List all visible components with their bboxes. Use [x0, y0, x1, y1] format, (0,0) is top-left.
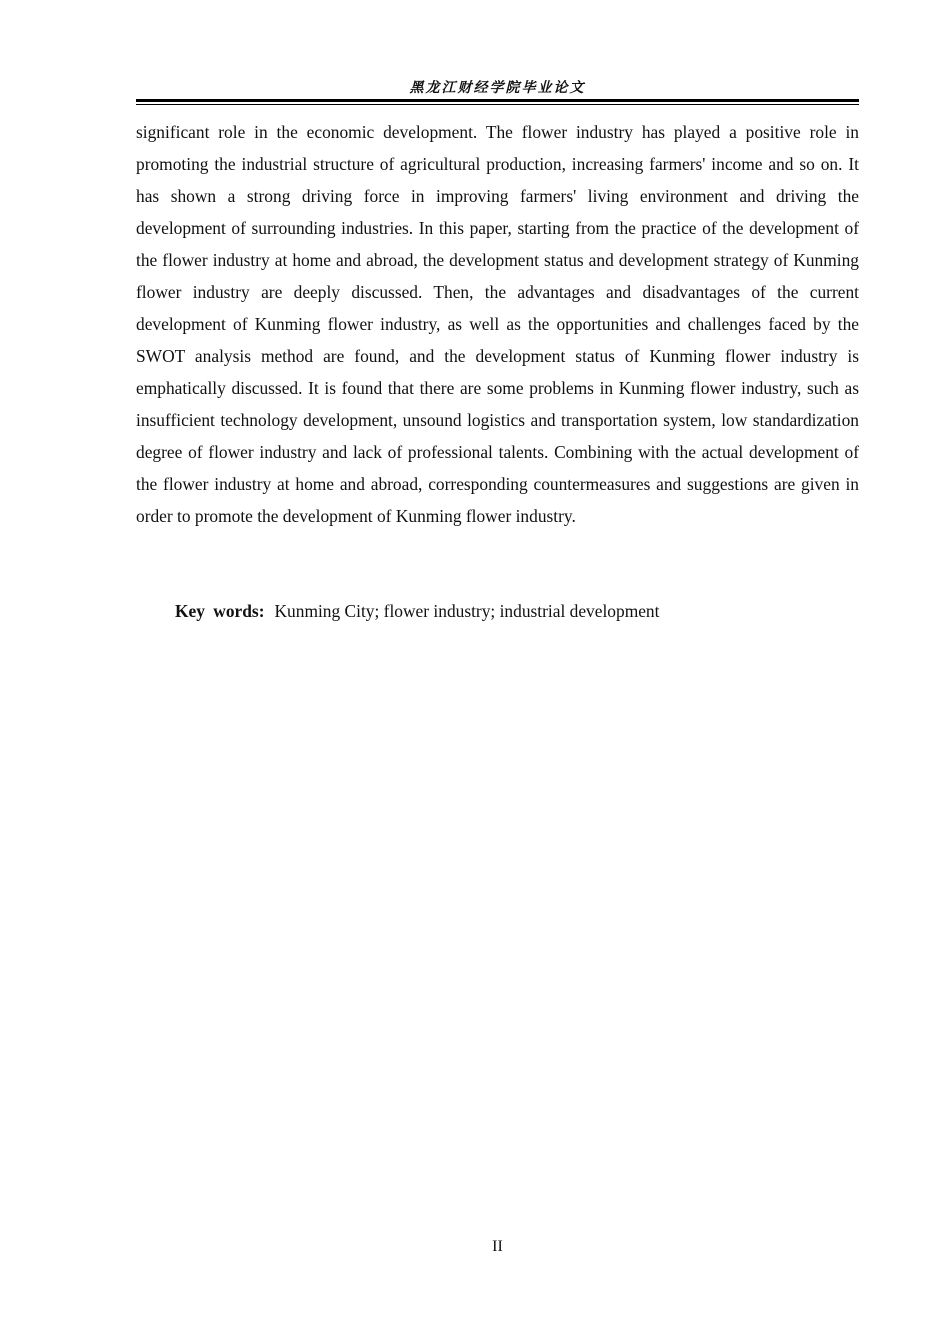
- keywords-label: Key words:: [175, 601, 265, 621]
- header-rule-thin: [136, 104, 859, 105]
- header-rule-thick: [136, 99, 859, 102]
- keywords-value: Kunming City; flower industry; industrial development: [274, 601, 660, 621]
- page-number: II: [492, 1238, 503, 1255]
- running-header: 黑龙江财经学院毕业论文: [409, 80, 586, 96]
- keywords-line: [175, 595, 859, 627]
- abstract-body: significant role in the economic development. The flower industry has played a positive role in promoting the industrial structure of agricultural production, increasing farmers' income and so on. It has shown a strong driving force in improving farmers' living environment and driving the development of surrounding industries. In this paper, starting from the practice of the development of the flower industry at home and abroad, the development status and development strategy of Kunming flower industry are deeply discussed. Then, the advantages and disadvantages of the current development of Kunming flower industry, as well as the opportunities and challenges faced by the SWOT analysis method are found, and the development status of Kunming flower industry is emphatically discussed. It is found that there are some problems in Kunming flower industry, such as insufficient technology development, unsound logistics and transportation system, low standardization degree of flower industry and lack of professional talents. Combining with the actual development of the flower industry at home and abroad, corresponding countermeasures and suggestions are given in order to promote the development of Kunming flower industry.: [136, 122, 859, 526]
